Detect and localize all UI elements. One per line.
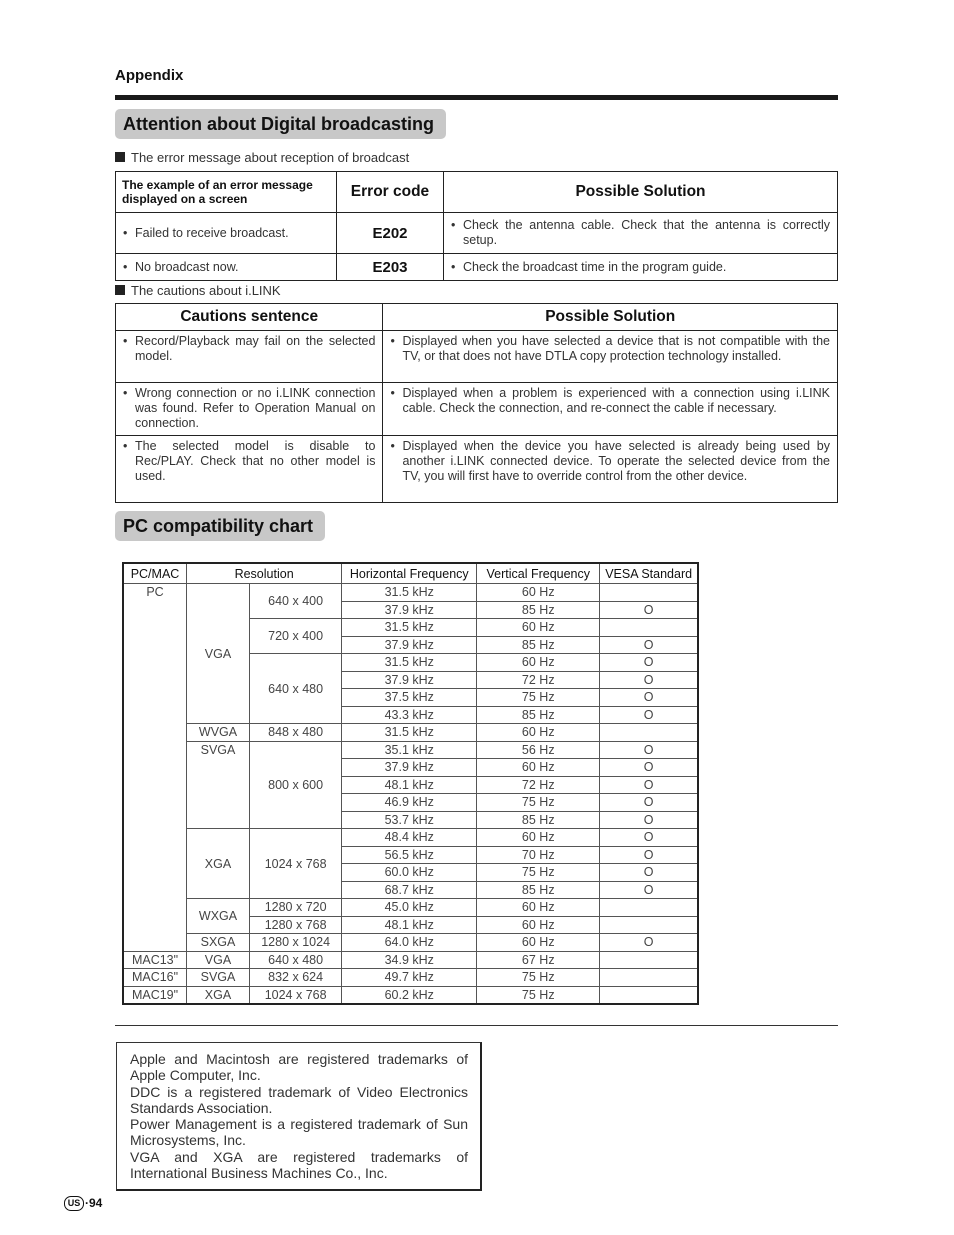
group-xga: XGA <box>187 829 250 899</box>
divider <box>115 1025 838 1026</box>
vfreq-cell: 85 Hz <box>477 601 600 619</box>
ilink-header-caution: Cautions sentence <box>116 304 383 331</box>
hfreq-cell: 46.9 kHz <box>342 794 477 812</box>
attention-heading: Attention about Digital broadcasting <box>115 109 446 139</box>
table-row <box>116 254 838 281</box>
page-number: ·94 <box>85 1196 103 1210</box>
error-code-cell: E203 <box>337 254 444 281</box>
vfreq-cell: 75 Hz <box>477 864 600 882</box>
vesa-cell <box>600 584 698 602</box>
hfreq-cell: 37.9 kHz <box>342 601 477 619</box>
trademark-line: Power Management is a registered trademark of Sun Microsystems, Inc. <box>130 1116 468 1149</box>
vfreq-cell: 60 Hz <box>477 829 600 847</box>
vesa-cell <box>600 899 698 917</box>
vfreq-cell: 85 Hz <box>477 811 600 829</box>
table-row <box>123 969 698 987</box>
ilink-solution-cell: • Displayed when the device you have selected is already being used by another i.LINK connected device. To operate the selected device from the TV, you will first have to override control from the other device. <box>383 436 838 503</box>
caution-cell: • Record/Playback may fail on the selected model. <box>116 331 383 383</box>
table-row <box>123 741 698 759</box>
hfreq-cell: 49.7 kHz <box>342 969 477 987</box>
error-table <box>115 171 838 281</box>
group-svga: SVGA <box>187 741 250 829</box>
group-mac13: MAC13" <box>123 951 187 969</box>
pc-header-horizontal: Horizontal Frequency <box>342 563 477 584</box>
error-solution-cell: • Check the antenna cable. Check that the antenna is correctly setup. <box>444 213 838 254</box>
hfreq-cell: 43.3 kHz <box>342 706 477 724</box>
hfreq-cell: 60.2 kHz <box>342 986 477 1004</box>
vesa-cell: O <box>600 846 698 864</box>
vfreq-cell: 67 Hz <box>477 951 600 969</box>
resolution-cell: 1024 x 768 <box>250 986 342 1004</box>
vesa-cell <box>600 951 698 969</box>
trademark-line: VGA and XGA are registered trademarks of International Business Machines Co., Inc. <box>130 1148 468 1182</box>
hfreq-cell: 53.7 kHz <box>342 811 477 829</box>
hfreq-cell: 31.5 kHz <box>342 654 477 672</box>
table-row <box>123 899 698 917</box>
vesa-cell: O <box>600 689 698 707</box>
group-sxga: SXGA <box>187 934 250 952</box>
error-header-solution: Possible Solution <box>444 172 838 213</box>
group-wvga: WVGA <box>187 724 250 742</box>
resolution-cell: 720 x 400 <box>250 619 342 654</box>
resolution-cell: 1280 x 720 <box>250 899 342 917</box>
table-row <box>116 436 838 503</box>
table-row <box>123 986 698 1004</box>
error-subhead-text: The error message about reception of broadcast <box>131 150 410 165</box>
top-rule <box>115 95 838 100</box>
pc-compatibility-table <box>122 562 699 1005</box>
vfreq-cell: 60 Hz <box>477 899 600 917</box>
hfreq-cell: 68.7 kHz <box>342 881 477 899</box>
vesa-cell: O <box>600 829 698 847</box>
us-region-icon: US <box>64 1196 84 1211</box>
vfreq-cell: 60 Hz <box>477 724 600 742</box>
vfreq-cell: 75 Hz <box>477 969 600 987</box>
vfreq-cell: 70 Hz <box>477 846 600 864</box>
resolution-cell: 1280 x 768 <box>250 916 342 934</box>
resolution-cell: 1280 x 1024 <box>250 934 342 952</box>
vesa-cell <box>600 969 698 987</box>
resolution-cell: 832 x 624 <box>250 969 342 987</box>
vesa-cell: O <box>600 741 698 759</box>
pc-chart-heading: PC compatibility chart <box>115 511 325 541</box>
hfreq-cell: 48.4 kHz <box>342 829 477 847</box>
group-mac-svga: SVGA <box>187 969 250 987</box>
vfreq-cell: 60 Hz <box>477 934 600 952</box>
square-bullet-icon <box>115 285 125 295</box>
vesa-cell: O <box>600 671 698 689</box>
vfreq-cell: 85 Hz <box>477 706 600 724</box>
table-row <box>123 829 698 847</box>
vfreq-cell: 75 Hz <box>477 689 600 707</box>
vesa-cell: O <box>600 864 698 882</box>
hfreq-cell: 45.0 kHz <box>342 899 477 917</box>
resolution-cell: 800 x 600 <box>250 741 342 829</box>
resolution-cell: 640 x 480 <box>250 654 342 724</box>
vfreq-cell: 85 Hz <box>477 881 600 899</box>
vfreq-cell: 60 Hz <box>477 584 600 602</box>
vfreq-cell: 75 Hz <box>477 986 600 1004</box>
vfreq-cell: 72 Hz <box>477 776 600 794</box>
vfreq-cell: 72 Hz <box>477 671 600 689</box>
vfreq-cell: 60 Hz <box>477 619 600 637</box>
vesa-cell: O <box>600 601 698 619</box>
hfreq-cell: 60.0 kHz <box>342 864 477 882</box>
table-row <box>123 951 698 969</box>
group-mac19: MAC19" <box>123 986 187 1004</box>
group-mac-vga: VGA <box>187 951 250 969</box>
error-header-example: The example of an error message displayed on a screen <box>116 172 337 213</box>
group-vga: VGA <box>187 584 250 724</box>
hfreq-cell: 48.1 kHz <box>342 776 477 794</box>
group-mac-xga: XGA <box>187 986 250 1004</box>
ilink-subhead <box>115 283 281 298</box>
vfreq-cell: 60 Hz <box>477 654 600 672</box>
caution-cell: • Wrong connection or no i.LINK connection was found. Refer to Operation Manual on connection. <box>116 383 383 436</box>
vesa-cell: O <box>600 811 698 829</box>
group-pc: PC <box>123 584 187 952</box>
ilink-table <box>115 303 838 503</box>
vesa-cell <box>600 986 698 1004</box>
vesa-cell <box>600 916 698 934</box>
hfreq-cell: 31.5 kHz <box>342 619 477 637</box>
resolution-cell: 848 x 480 <box>250 724 342 742</box>
pc-header-vesa: VESA Standard <box>600 563 698 584</box>
vesa-cell: O <box>600 776 698 794</box>
resolution-cell: 640 x 480 <box>250 951 342 969</box>
pc-header-vertical: Vertical Frequency <box>477 563 600 584</box>
error-code-cell: E202 <box>337 213 444 254</box>
table-row <box>123 724 698 742</box>
vesa-cell: O <box>600 636 698 654</box>
hfreq-cell: 37.5 kHz <box>342 689 477 707</box>
ilink-header-solution: Possible Solution <box>383 304 838 331</box>
trademark-notice <box>116 1042 482 1191</box>
group-mac16: MAC16" <box>123 969 187 987</box>
error-subhead <box>115 150 409 165</box>
table-row <box>123 934 698 952</box>
pc-header-resolution: Resolution <box>187 563 342 584</box>
page-footer <box>64 1196 102 1211</box>
vesa-cell <box>600 724 698 742</box>
vesa-cell: O <box>600 759 698 777</box>
hfreq-cell: 48.1 kHz <box>342 916 477 934</box>
hfreq-cell: 37.9 kHz <box>342 671 477 689</box>
table-row <box>123 584 698 602</box>
error-solution-cell: • Check the broadcast time in the program guide. <box>444 254 838 281</box>
section-label: Appendix <box>115 67 184 84</box>
ilink-subhead-text: The cautions about i.LINK <box>131 283 281 298</box>
ilink-solution-cell: • Displayed when you have selected a device that is not compatible with the TV, or that does not have DTLA copy protection technology installed. <box>383 331 838 383</box>
group-wxga: WXGA <box>187 899 250 934</box>
vfreq-cell: 60 Hz <box>477 759 600 777</box>
vesa-cell: O <box>600 881 698 899</box>
hfreq-cell: 56.5 kHz <box>342 846 477 864</box>
vfreq-cell: 60 Hz <box>477 916 600 934</box>
pc-header-pcmac: PC/MAC <box>123 563 187 584</box>
vfreq-cell: 75 Hz <box>477 794 600 812</box>
ilink-solution-cell: • Displayed when a problem is experienced with a connection using i.LINK cable. Check the connection, and re-connect the cable if necessary. <box>383 383 838 436</box>
vfreq-cell: 85 Hz <box>477 636 600 654</box>
vesa-cell: O <box>600 706 698 724</box>
hfreq-cell: 37.9 kHz <box>342 636 477 654</box>
trademark-line: Apple and Macintosh are registered trademarks of Apple Computer, Inc. <box>130 1051 468 1084</box>
table-row <box>116 383 838 436</box>
table-row <box>116 213 838 254</box>
resolution-cell: 640 x 400 <box>250 584 342 619</box>
error-message-cell: • No broadcast now. <box>116 254 337 281</box>
vesa-cell: O <box>600 654 698 672</box>
error-header-code: Error code <box>337 172 444 213</box>
hfreq-cell: 31.5 kHz <box>342 584 477 602</box>
vfreq-cell: 56 Hz <box>477 741 600 759</box>
trademark-line: DDC is a registered trademark of Video Electronics Standards Association. <box>130 1083 468 1116</box>
vesa-cell: O <box>600 794 698 812</box>
resolution-cell: 1024 x 768 <box>250 829 342 899</box>
error-message-cell: • Failed to receive broadcast. <box>116 213 337 254</box>
vesa-cell <box>600 619 698 637</box>
hfreq-cell: 35.1 kHz <box>342 741 477 759</box>
caution-cell: • The selected model is disable to Rec/PLAY. Check that no other model is used. <box>116 436 383 503</box>
table-row <box>116 331 838 383</box>
hfreq-cell: 64.0 kHz <box>342 934 477 952</box>
vesa-cell: O <box>600 934 698 952</box>
hfreq-cell: 37.9 kHz <box>342 759 477 777</box>
hfreq-cell: 34.9 kHz <box>342 951 477 969</box>
hfreq-cell: 31.5 kHz <box>342 724 477 742</box>
square-bullet-icon <box>115 152 125 162</box>
